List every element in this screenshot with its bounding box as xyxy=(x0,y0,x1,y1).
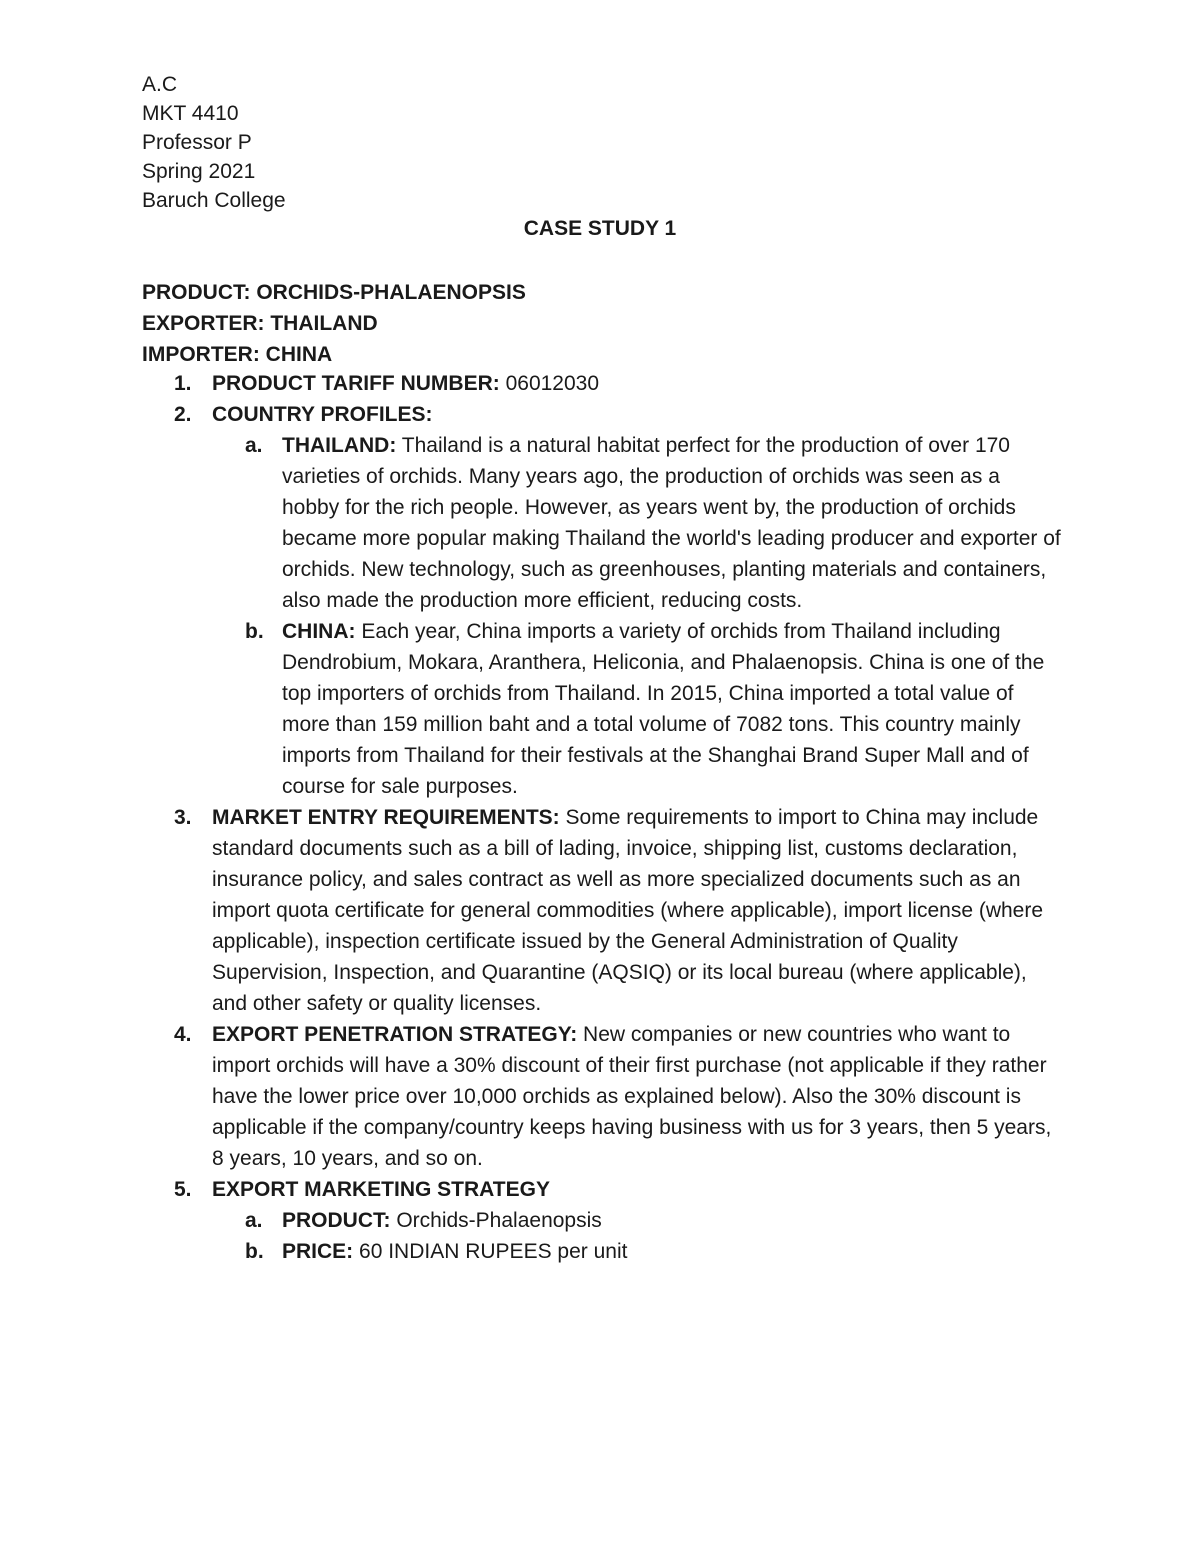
subsection-label: THAILAND: xyxy=(282,434,397,457)
section-label: EXPORT MARKETING STRATEGY xyxy=(212,1178,550,1201)
subsection-letter: a. xyxy=(245,434,263,457)
section-number: 2. xyxy=(174,403,192,426)
subsection-text: Orchids-Phalaenopsis xyxy=(390,1209,602,1232)
subsection-letter: a. xyxy=(245,1209,263,1232)
subsection-text: Thailand is a natural habitat perfect for the production of over 170 varieties of orchids. Many years ago, the production of orchids was seen as a hobby for the rich people. However, as years went by, the production of orchids became more popular making Thailand the world's leading producer and exporter of orchids. New technology, such as greenhouses, planting materials and containers, also made the production more efficient, reducing costs. xyxy=(282,434,1061,612)
importer-line: IMPORTER: CHINA xyxy=(142,343,333,366)
professor-line: Professor P xyxy=(142,131,252,154)
section-text: New companies or new countries who want to import orchids will have a 30% discount of their first purchase (not applicable if they rather have the lower price over 10,000 orchids as explained below). Also the 30% discount is applicable if the company/country keeps having business with us for 3 years, then 5 years, 8 years, 10 years, and so on. xyxy=(212,1023,1052,1170)
section-country-profiles xyxy=(142,399,1062,802)
subsection-letter: b. xyxy=(245,1240,264,1263)
subsection-list xyxy=(212,430,1062,802)
subsection-letter: b. xyxy=(245,620,264,643)
section-label: PRODUCT TARIFF NUMBER: xyxy=(212,372,500,395)
meta-block xyxy=(142,277,526,370)
section-tariff xyxy=(142,368,1062,399)
course-line: MKT 4410 xyxy=(142,102,239,125)
subsection-label: CHINA: xyxy=(282,620,356,643)
document-title: CASE STUDY 1 xyxy=(523,217,677,240)
section-market-entry xyxy=(142,802,1062,1019)
subsection-label: PRICE: xyxy=(282,1240,354,1263)
subsection-text: Each year, China imports a variety of orchids from Thailand including Dendrobium, Mokara, Aranthera, Heliconia, and Phalaenopsis. China is one of the top importers of orchids from Thailand. In 2015, China imported a total value of more than 159 million baht and a total volume of 7082 tons. This country mainly imports from Thailand for their festivals at the Shanghai Brand Super Mall and of course for sale purposes. xyxy=(282,620,1045,798)
section-text: Some requirements to import to China may include standard documents such as a bill of lading, invoice, shipping list, customs declaration, insurance policy, and sales contract as well as more specialized documents such as an import quota certificate for general commodities (where applicable), import license (where applicable), inspection certificate issued by the General Administration of Quality Supervision, Inspection, and Quarantine (AQSIQ) or its local bureau (where applicable), and other safety or quality licenses. xyxy=(212,806,1044,1015)
subsection-product xyxy=(212,1205,1062,1236)
section-list xyxy=(142,368,1062,1267)
section-number: 3. xyxy=(174,806,192,829)
section-number: 1. xyxy=(174,372,192,395)
subsection-thailand xyxy=(212,430,1062,616)
author-line: A.C xyxy=(142,73,178,96)
term-line: Spring 2021 xyxy=(142,160,256,183)
school-line: Baruch College xyxy=(142,189,286,212)
main-content xyxy=(142,368,1062,1267)
subsection-china xyxy=(212,616,1062,802)
product-line: PRODUCT: ORCHIDS-PHALAENOPSIS xyxy=(142,281,526,304)
section-penetration-strategy xyxy=(142,1019,1062,1174)
subsection-text: 60 INDIAN RUPEES per unit xyxy=(353,1240,628,1263)
subsection-price xyxy=(212,1236,1062,1267)
section-label: EXPORT PENETRATION STRATEGY: xyxy=(212,1023,578,1046)
exporter-line: EXPORTER: THAILAND xyxy=(142,312,378,335)
subsection-list xyxy=(212,1205,1062,1267)
section-label: COUNTRY PROFILES: xyxy=(212,403,433,426)
header-block xyxy=(142,70,286,215)
section-number: 4. xyxy=(174,1023,192,1046)
subsection-label: PRODUCT: xyxy=(282,1209,391,1232)
section-text: 06012030 xyxy=(499,372,600,395)
section-label: MARKET ENTRY REQUIREMENTS: xyxy=(212,806,560,829)
section-marketing-strategy xyxy=(142,1174,1062,1267)
section-number: 5. xyxy=(174,1178,192,1201)
